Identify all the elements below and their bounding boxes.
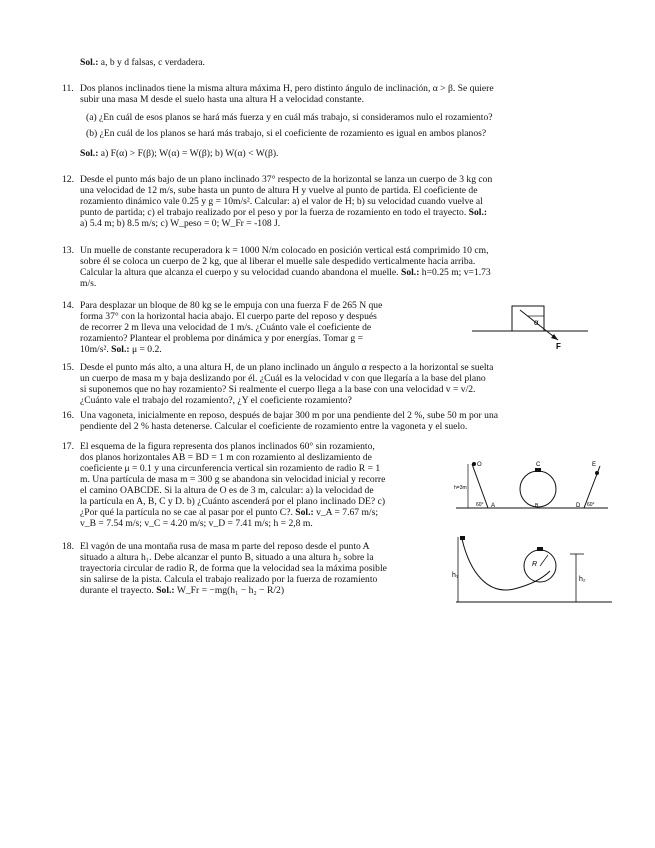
solution: Sol.: a) F(α) > F(β); W(α) = W(β); b) W(α) < W(β).: [80, 148, 279, 159]
loop-particle: [535, 468, 541, 472]
loop-circle: [520, 471, 556, 507]
radius-label: R: [532, 561, 538, 568]
height-label: h=3m: [454, 485, 467, 491]
solution: a) 5.4 m; b) 8.5 m/s; c) W_peso = 0; W_Fr = -108 J.: [80, 218, 281, 229]
problem-text-line: Desde el punto más bajo de un plano inclinado 37° respecto de la horizontal se lanza un cuerpo de 3 kg con: [80, 174, 493, 185]
problem-text-line: m. Una partícula de masa m = 300 g se abandona sin velocidad inicial y recorre: [80, 474, 386, 485]
point-d-label: D: [576, 503, 581, 509]
problem-text-line: pendiente del 2 % hasta detenerse. Calcular el coeficiente de rozamiento entre la vagoneta y el suelo.: [80, 421, 468, 432]
angle-label: α: [534, 318, 539, 327]
cart: [537, 547, 543, 551]
problem-text-line: Dos planos inclinados tiene la misma altura máxima H, pero distinto ángulo de inclinación, α > β. Se quiere: [80, 83, 494, 94]
problem-text-line: subir una masa M desde el suelo hasta una altura H a velocidad constante.: [80, 94, 364, 105]
subquestion-a: (a) ¿En cuál de esos planos se hará más fuerza y en cuál más trabajo, si consideramos nulo el rozamiento?: [86, 112, 493, 123]
force-label: F: [556, 342, 561, 351]
problem-text-line: Una vagoneta, inicialmente en reposo, después de bajar 300 m por una pendiente del 2 %, sube 50 m por una: [80, 410, 499, 421]
problem-text-line: Un muelle de constante recuperadora k = 1000 N/m colocado en posición vertical está comprimido 10 cm,: [80, 245, 489, 256]
right-angle-label: 60°: [587, 502, 595, 508]
block-push-figure: [470, 300, 590, 358]
point-b-label: B: [535, 503, 539, 509]
force-arrow: [520, 310, 558, 340]
h1-label: h₁: [452, 572, 459, 579]
problem-number: 18.: [62, 541, 74, 552]
problem-text-line: Para desplazar un bloque de 80 kg se le empuja con una fuerza F de 265 N que: [80, 300, 383, 311]
problem-number: 16.: [62, 410, 74, 421]
problem-text-line: rozamiento? Plantear el problema por dinámica y por energías. Tomar g =: [80, 333, 364, 344]
problem-text-line: una velocidad de 12 m/s, sube hasta un punto de altura H y vuelve al punto de partida. El coeficiente de: [80, 185, 478, 196]
h2-label: h₂: [579, 576, 586, 583]
problem-number: 17.: [62, 441, 74, 452]
point-o-label: O: [477, 462, 482, 468]
problem-text-line: si suponemos que no hay rozamiento? Si realmente el cuerpo llega a la base con una velocidad v = v/2.: [80, 384, 476, 395]
problem-text-line: el camino OABCDE. Si la altura de O es de 3 m, calcular: a) la velocidad de: [80, 485, 374, 496]
problem-text-line: Desde el punto más alto, a una altura H, de un plano inclinado un ángulo α respecto a la horizontal se suelta: [80, 362, 494, 373]
right-particle: [595, 471, 599, 475]
problem-text-line: un cuerpo de masa m y baja deslizando por él. ¿Cuál es la velocidad v con que llegaría a la base del plano: [80, 373, 486, 384]
problem-text-line: de recorrer 2 m lleva una velocidad de 1 m/s. ¿Cuánto vale el coeficiente de: [80, 322, 372, 333]
problem-number: 12.: [62, 174, 74, 185]
solution: 10m/s². Sol.: μ = 0.2.: [80, 344, 162, 355]
subquestion-b: (b) ¿En cuál de los planos se hará más trabajo, si el coeficiente de rozamiento es igual en ambos planos?: [86, 128, 487, 139]
loop-track-figure: [454, 458, 610, 518]
problem-number: 11.: [62, 83, 74, 94]
problem-text-line: ¿Cuánto vale el trabajo del rozamiento?, ¿Y el coeficiente rozamiento?: [80, 395, 352, 406]
problem-text-line: la partícula en A, B, C y D. b) ¿Cuánto ascenderá por el plano inclinado DE? c): [80, 496, 386, 507]
problem-text-line: situado a altura h₁. Debe alcanzar el punto B, situado a una altura h₂ sobre la: [80, 552, 374, 563]
problem-text-line: punto de partida; c) el trabajo realizado por el peso y por la fuerza de rozamiento en todo el trayecto. Sol.:: [80, 207, 488, 218]
problem-number: 15.: [62, 362, 74, 373]
problem-text-line: Calcular la altura que alcanza el cuerpo y su velocidad cuando abandona el muelle. Sol.: h=0.25 m; v=1.73: [80, 267, 491, 278]
point-c-label: C: [536, 462, 541, 468]
particle: [472, 462, 476, 466]
point-e-label: E: [592, 462, 597, 468]
problem-text-line: forma 37° con la horizontal hacia abajo. El cuerpo parte del reposo y después: [80, 311, 377, 322]
start-cart: [460, 536, 465, 540]
problem-text-line: El vagón de una montaña rusa de masa m parte del reposo desde el punto A: [80, 541, 370, 552]
problem-text-line: sin salirse de la pista. Calcula el trabajo realizado por la fuerza de rozamiento: [80, 574, 378, 585]
block: [512, 306, 544, 331]
problem-text-line: coeficiente μ = 0.1 y una circunferencia vertical sin rozamiento de radio R = 1: [80, 463, 381, 474]
problem-number: 14.: [62, 300, 74, 311]
intro-solution: Sol.: a, b y d falsas, c verdadera.: [80, 57, 205, 68]
problem-text-line: El esquema de la figura representa dos planos inclinados 60° sin rozamiento,: [80, 441, 375, 452]
problem-text-line: dos planos horizontales AB = BD = 1 m con rozamiento al deslizamiento de: [80, 452, 372, 463]
left-angle-label: 60°: [476, 502, 484, 508]
roller-coaster-figure: [452, 533, 614, 607]
solution: v_B = 7.54 m/s; v_C = 4.20 m/s; v_D = 7.41 m/s; h = 2,8 m.: [80, 518, 313, 529]
solution: durante el trayecto. Sol.: W_Fr = −mg(h₁ − h₂ − R/2): [80, 585, 285, 596]
solution: m/s.: [80, 278, 97, 289]
point-a-label: A: [491, 503, 496, 509]
problem-text-line: ¿Por qué la partícula no se cae al pasar por el punto C?. Sol.: v_A = 7.67 m/s;: [80, 507, 378, 518]
radius-line: [540, 555, 548, 566]
problem-text-line: sobre él se coloca un cuerpo de 2 kg, que al liberar el muelle sale despedido verticalmente hacia arriba.: [80, 256, 476, 267]
problem-text-line: rozamiento dinámico vale 0.25 y g = 10m/s². Calcular: a) el valor de H; b) su velocidad cuando vuelve al: [80, 196, 483, 207]
problem-text-line: trayectoria circular de radio R, de forma que la velocidad sea la máxima posible: [80, 563, 387, 574]
problem-number: 13.: [62, 245, 74, 256]
